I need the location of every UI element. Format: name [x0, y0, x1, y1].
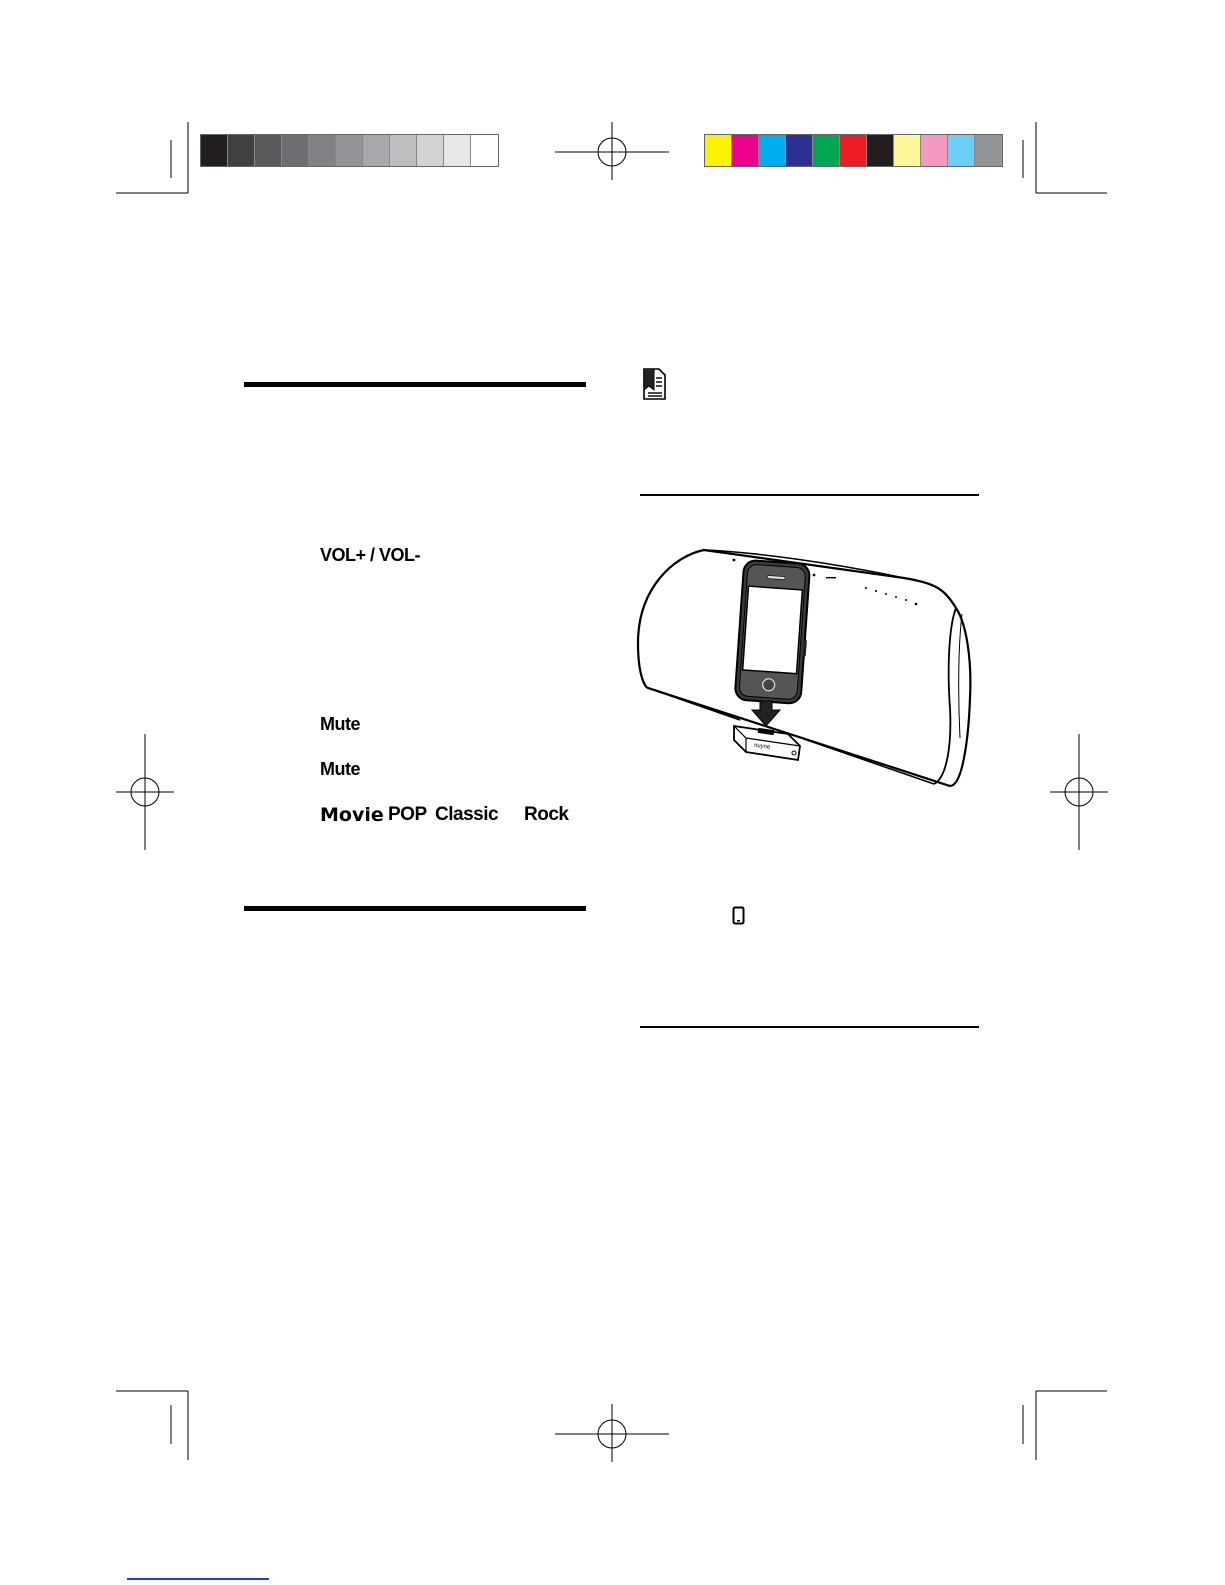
note-icon: [641, 368, 667, 400]
speaker-dock-illustration: [634, 548, 980, 798]
section-rule-bottom: [244, 906, 586, 911]
dock-brand-label: nuyne: [753, 742, 771, 751]
preset-classic: Classic: [435, 804, 499, 825]
ipod-icon: [732, 906, 745, 925]
preset-rock: Rock: [524, 804, 569, 825]
preset-pop: POP: [388, 804, 427, 825]
note-rule-bottom: [640, 1026, 979, 1028]
preset-movie: Movie: [320, 804, 384, 826]
note-rule-top: [640, 494, 979, 496]
volume-keys-label: VOL+ / VOL-: [320, 545, 421, 565]
section-rule-top: [244, 382, 586, 387]
page-link-underline[interactable]: [127, 1578, 269, 1580]
mute-label-2: Mute: [320, 759, 360, 779]
mute-label-1: Mute: [320, 714, 360, 734]
